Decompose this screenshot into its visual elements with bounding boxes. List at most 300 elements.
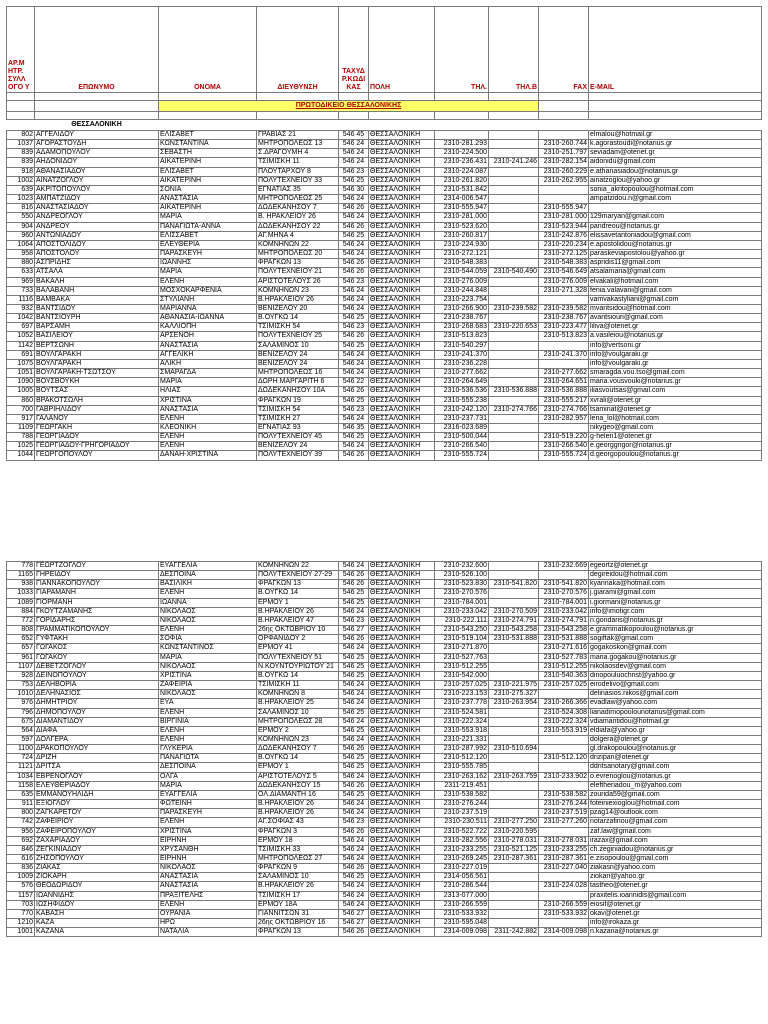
cell-city: ΘΕΣΣΑΛΟΝΙΚΗ (369, 405, 435, 414)
cell-telb (489, 433, 539, 442)
cell-tel: 2310-513.823 (435, 332, 489, 341)
cell-surname: ΒΟΥΛΓΑΡΑΚΗ (35, 350, 159, 359)
cell-address: ΜΗΤΡΟΠΟΛΕΩΣ 16 (257, 369, 339, 378)
cell-address: ΦΡΑΓΚΩΝ 13 (257, 928, 339, 937)
table-row (7, 699, 762, 708)
cell-address: 26ης ΟΚΤΩΒΡΙΟΥ 16 (257, 919, 339, 928)
cell-zip: 546 24 (339, 809, 369, 818)
cell-city: ΘΕΣΣΑΛΟΝΙΚΗ (369, 873, 435, 882)
table-row (7, 332, 762, 341)
cell-tel: 2310-230.511 (435, 818, 489, 827)
cell-name: ΝΑΤΑΛΙΑ (159, 928, 257, 937)
cell-am: 778 (7, 562, 35, 571)
cell-address: ΑΓ.ΣΟΦΙΑΣ 43 (257, 818, 339, 827)
cell-email: e.zisopoulou@gmail.com (589, 855, 762, 864)
table-row (7, 442, 762, 451)
cell-zip: 546 26 (339, 222, 369, 231)
cell-city: ΘΕΣΣΑΛΟΝΙΚΗ (369, 304, 435, 313)
cell-tel: 2310-277.662 (435, 369, 489, 378)
cell-address: ΜΗΤΡΟΠΟΛΕΩΣ 13 (257, 140, 339, 149)
cell-am: 911 (7, 800, 35, 809)
cell-name: ΣΕΒΑΣΤΗ (159, 149, 257, 158)
header-telb: ΤΗΛ.Β (489, 7, 539, 93)
registry-table-top (6, 6, 762, 461)
cell-email: j.giarami@gmail.com (589, 589, 762, 598)
cell-surname: ΔΕΛΗΒΟΡΙΑ (35, 681, 159, 690)
cell-fax: 2310-555.947 (539, 204, 589, 213)
cell-tel: 2310-544.059 (435, 268, 489, 277)
cell-fax: 2310-251.797 (539, 149, 589, 158)
table-row (7, 681, 762, 690)
cell-email: dolgera@otenet.gr (589, 735, 762, 744)
cell-address: ΠΟΛΥΤΕΧΝΕΙΟΥ 27-29 (257, 571, 339, 580)
city-row (7, 120, 762, 131)
cell-email: elvakali@hotmail.com (589, 277, 762, 286)
cell-telb (489, 653, 539, 662)
cell-address: ΒΕΝΙΖΕΛΟΥ 24 (257, 350, 339, 359)
cell-fax: 2310-523.944 (539, 222, 589, 231)
cell-surname: ΙΩΑΝΝΙΔΗΣ (35, 891, 159, 900)
cell-tel: 2310-531.842 (435, 185, 489, 194)
table-row (7, 131, 762, 140)
cell-name: ΜΟΣΧΟΚΑΡΦΕΝΙΑ (159, 286, 257, 295)
cell-name: ΑΝΑΣΤΑΣΙΑ (159, 195, 257, 204)
cell-tel: 2310-276.244 (435, 800, 489, 809)
table-row (7, 864, 762, 873)
cell-address: ΦΡΑΓΚΩΝ 9 (257, 864, 339, 873)
cell-fax: 2310-519.220 (539, 433, 589, 442)
cell-telb (489, 562, 539, 571)
table-row (7, 149, 762, 158)
cell-email: delinasios.nikos@gmail.com (589, 690, 762, 699)
cell-email: mvantsidou@hotmail.com (589, 304, 762, 313)
cell-name: ΑΝΑΣΤΑΣΙΑ (159, 405, 257, 414)
cell-email: a.vasileiou@notarius.gr (589, 332, 762, 341)
cell-tel: 2310-266.559 (435, 900, 489, 909)
cell-zip: 546 26 (339, 571, 369, 580)
cell-zip: 546 23 (339, 167, 369, 176)
cell-tel: 2310-236.228 (435, 359, 489, 368)
cell-am: 1033 (7, 589, 35, 598)
cell-am: 550 (7, 213, 35, 222)
cell-am: 958 (7, 250, 35, 259)
table-row (7, 836, 762, 845)
cell-telb: 2310-241.246 (489, 158, 539, 167)
cell-telb (489, 864, 539, 873)
table-row (7, 240, 762, 249)
cell-zip: 546 25 (339, 726, 369, 735)
table-row (7, 451, 762, 460)
cell-fax: 2310-242.876 (539, 231, 589, 240)
cell-address: ΕΓΝΑΤΙΑΣ 93 (257, 424, 339, 433)
cell-tel: 2310-542.000 (435, 671, 489, 680)
cell-surname: ΔΙΑΦΑ (35, 726, 159, 735)
cell-email: zaf.law@gmail.com (589, 827, 762, 836)
cell-fax: 2310-287.361 (539, 855, 589, 864)
cell-zip: 546 23 (339, 818, 369, 827)
cell-name: ΜΑΡΙΑ (159, 213, 257, 222)
cell-am: 836 (7, 864, 35, 873)
cell-city: ΘΕΣΣΑΛΟΝΙΚΗ (369, 323, 435, 332)
cell-zip: 546 24 (339, 644, 369, 653)
cell-city: ΘΕΣΣΑΛΟΝΙΚΗ (369, 589, 435, 598)
cell-surname: ΑΝΤΩΝΙΑΔΟΥ (35, 231, 159, 240)
cell-am: 564 (7, 726, 35, 735)
cell-city: ΘΕΣΣΑΛΟΝΙΚΗ (369, 626, 435, 635)
spacer-row (7, 93, 762, 101)
cell-am: 1010 (7, 690, 35, 699)
cell-telb: 2311-242.882 (489, 928, 539, 937)
cell-address: ΒΕΝΙΖΕΛΟΥ 24 (257, 359, 339, 368)
cell-fax: 2310-222.324 (539, 717, 589, 726)
cell-fax: 2310-257.025 (539, 681, 589, 690)
table-row (7, 195, 762, 204)
cell-address: ΜΗΤΡΟΠΟΛΕΩΣ 27 (257, 855, 339, 864)
cell-fax: 2310-276.244 (539, 800, 589, 809)
cell-tel: 2310-237.731 (435, 414, 489, 423)
cell-name: ΝΙΚΟΛΑΟΣ (159, 690, 257, 699)
cell-tel: 2310-523.830 (435, 580, 489, 589)
cell-tel: 2310-261.820 (435, 176, 489, 185)
cell-email: paraskeviapostolou@yahoo.gr (589, 250, 762, 259)
cell-zip: 546 26 (339, 204, 369, 213)
cell-tel (435, 131, 489, 140)
cell-city: ΘΕΣΣΑΛΟΝΙΚΗ (369, 295, 435, 304)
cell-surname: ΓΙΑΡΑΜΑΝΗ (35, 589, 159, 598)
cell-surname: ΑΠΟΣΤΟΛΙΔΟΥ (35, 240, 159, 249)
cell-fax: 2310-266.540 (539, 442, 589, 451)
cell-fax (539, 763, 589, 772)
cell-telb (489, 726, 539, 735)
cell-telb (489, 909, 539, 918)
cell-telb (489, 735, 539, 744)
cell-fax: 2310-512.255 (539, 662, 589, 671)
cell-address: ΦΡΑΓΚΩΝ 13 (257, 580, 339, 589)
cell-surname: ΕΛΕΥΘΕΡΙΑΔΟΥ (35, 781, 159, 790)
cell-email: gl.drakopoulou@notarius.gr (589, 745, 762, 754)
table-row (7, 277, 762, 286)
cell-surname: ΖΑΦΕΙΡΙΟΥ (35, 818, 159, 827)
cell-address: ΦΡΑΓΚΩΝ 3 (257, 827, 339, 836)
cell-zip: 546 23 (339, 323, 369, 332)
cell-am: 796 (7, 708, 35, 717)
cell-telb: 2310-536.888 (489, 387, 539, 396)
cell-fax (539, 195, 589, 204)
cell-address: ΠΟΛΥΤΕΧΝΕΙΟΥ 33 (257, 176, 339, 185)
cell-tel: 2310-512.120 (435, 754, 489, 763)
cell-email: kyannaka@hotmail.com (589, 580, 762, 589)
cell-zip: 546 24 (339, 772, 369, 781)
cell-zip: 546 25 (339, 433, 369, 442)
cell-email: elissavetantoniadou@gmail.com (589, 231, 762, 240)
table-row (7, 909, 762, 918)
cell-surname: ΒΟΥΤΣΑΣ (35, 387, 159, 396)
cell-telb: 2310-221.975 (489, 681, 539, 690)
cell-email: info@voulgaraki.gr (589, 359, 762, 368)
cell-surname: ΖΙΑΚΑΣ (35, 864, 159, 873)
cell-zip: 546 24 (339, 240, 369, 249)
cell-address: Β.ΗΡΑΚΛΕΙΟΥ 26 (257, 800, 339, 809)
cell-city: ΘΕΣΣΑΛΟΝΙΚΗ (369, 855, 435, 864)
header-fax: FAX (539, 7, 589, 93)
cell-address: ΕΓΝΑΤΙΑΣ 35 (257, 185, 339, 194)
cell-fax: 2310-233.255 (539, 845, 589, 854)
cell-name: ΧΡΙΣΤΙΝΑ (159, 671, 257, 680)
cell-fax: 2310-276.009 (539, 277, 589, 286)
cell-telb: 2310-239.582 (489, 304, 539, 313)
cell-email: maria.vousvouki@notarius.gr (589, 378, 762, 387)
cell-zip: 546 24 (339, 369, 369, 378)
cell-surname: ΑΗΔΟΝΙΔΟΥ (35, 158, 159, 167)
cell-city: ΘΕΣΣΑΛΟΝΙΚΗ (369, 149, 435, 158)
cell-name: ΑΡΣΕΝΟΗ (159, 332, 257, 341)
cell-surname: ΑΤΣΑΛΑ (35, 268, 159, 277)
table-row (7, 213, 762, 222)
cell-surname: ΔΡΙΖΗ (35, 754, 159, 763)
cell-email: xvrali@otenet.gr (589, 396, 762, 405)
cell-email: nikolaosdev@gmail.com (589, 662, 762, 671)
cell-email: ziakasn@yahoo.com (589, 864, 762, 873)
cell-email: dinopouluochrist@yahoo.gr (589, 671, 762, 680)
cell-email: aidonidu@gmail.com (589, 158, 762, 167)
cell-email: info@imotigr.com (589, 607, 762, 616)
cell-surname: ΒΟΥΣΒΟΥΚΗ (35, 378, 159, 387)
cell-fax (539, 745, 589, 754)
cell-tel: 2310-543.250 (435, 626, 489, 635)
cell-tel: 2310-286.544 (435, 882, 489, 891)
cell-email: e.apostolidou@notarius.gr (589, 240, 762, 249)
cell-tel: 2310-223.153 (435, 690, 489, 699)
cell-am: 675 (7, 717, 35, 726)
table-row (7, 845, 762, 854)
cell-am: 742 (7, 818, 35, 827)
table-row (7, 598, 762, 607)
cell-name: ΙΩΑΝΝΗΣ (159, 259, 257, 268)
cell-fax: 2310-278.031 (539, 836, 589, 845)
cell-name: ΕΛΕΥΘΕΡΙΑ (159, 240, 257, 249)
cell-city: ΘΕΣΣΑΛΟΝΙΚΗ (369, 735, 435, 744)
cell-city: ΘΕΣΣΑΛΟΝΙΚΗ (369, 259, 435, 268)
cell-fax (539, 891, 589, 900)
cell-email: o.evrenoglou@notarius.gr (589, 772, 762, 781)
cell-name: ΣΟΝΙΑ (159, 185, 257, 194)
cell-city: ΘΕΣΣΑΛΟΝΙΚΗ (369, 635, 435, 644)
cell-name: ΠΡΑΞΙΤΕΛΗΣ (159, 891, 257, 900)
cell-zip: 546 25 (339, 763, 369, 772)
cell-surname: ΑΜΠΑΤΖΙΔΟΥ (35, 195, 159, 204)
cell-zip: 546 25 (339, 341, 369, 350)
table-row (7, 424, 762, 433)
cell-telb (489, 240, 539, 249)
cell-address: ΤΣΙΜΙΣΚΗ 33 (257, 845, 339, 854)
cell-email: e.athanasiadou@notarius.gr (589, 167, 762, 176)
cell-telb: 2310-277.250 (489, 818, 539, 827)
cell-city: ΘΕΣΣΑΛΟΝΙΚΗ (369, 396, 435, 405)
cell-telb (489, 708, 539, 717)
cell-surname: ΓΡΑΜΜΑΤΙΚΟΠΟΥΛΟΥ (35, 626, 159, 635)
cell-tel: 2310-227.019 (435, 864, 489, 873)
table-row (7, 323, 762, 332)
cell-tel: 2310-224.087 (435, 167, 489, 176)
cell-email: g-helen1@otenet.gr (589, 433, 762, 442)
cell-email: degireidou@hotmail.com (589, 571, 762, 580)
cell-name: ΕΛΕΝΗ (159, 818, 257, 827)
cell-telb (489, 140, 539, 149)
cell-zip: 546 25 (339, 589, 369, 598)
cell-fax: 2314-009.098 (539, 928, 589, 937)
cell-email: lena_lol@hotmail.com (589, 414, 762, 423)
cell-telb: 2310-510.694 (489, 745, 539, 754)
cell-am: 932 (7, 304, 35, 313)
court-title: ΠΡΩΤΟΔΙΚΕΙΟ ΘΕΣΣΑΛΟΝΙΚΗΣ (159, 101, 539, 112)
cell-zip: 546 24 (339, 717, 369, 726)
cell-zip: 546 22 (339, 378, 369, 387)
table-row (7, 690, 762, 699)
cell-surname: ΓΕΩΡΤΖΟΓΛΟΥ (35, 562, 159, 571)
cell-address: ΔΩΔΕΚΑΝΗΣΟΥ 15 (257, 781, 339, 790)
cell-zip: 546 24 (339, 845, 369, 854)
cell-telb (489, 891, 539, 900)
cell-am: 1034 (7, 772, 35, 781)
cell-city: ΘΕΣΣΑΛΟΝΙΚΗ (369, 195, 435, 204)
cell-name: ΑΓΓΕΛΙΚΗ (159, 350, 257, 359)
table-row (7, 882, 762, 891)
cell-tel: 2310-533.932 (435, 909, 489, 918)
cell-zip: 546 25 (339, 790, 369, 799)
cell-telb (489, 250, 539, 259)
cell-city: ΘΕΣΣΑΛΟΝΙΚΗ (369, 369, 435, 378)
cell-zip: 546 26 (339, 928, 369, 937)
table-row (7, 754, 762, 763)
cell-tel: 2310-281.293 (435, 140, 489, 149)
cell-telb: 2310-274.766 (489, 405, 539, 414)
cell-city: ΘΕΣΣΑΛΟΝΙΚΗ (369, 671, 435, 680)
cell-tel: 2310-241.370 (435, 350, 489, 359)
cell-fax: 2310-270.576 (539, 589, 589, 598)
cell-zip: 546 24 (339, 690, 369, 699)
cell-surname: ΓΑΛΑΝΟΥ (35, 414, 159, 423)
cell-surname: ΖΕΓΚΙΝΙΑΔΟΥ (35, 845, 159, 854)
cell-am: 1064 (7, 240, 35, 249)
table-row (7, 580, 762, 589)
cell-name: ΚΩΝΣΤΑΝΤΙΝΟΣ (159, 644, 257, 653)
cell-zip: 546 24 (339, 442, 369, 451)
cell-email: zourida59@gmail.com (589, 790, 762, 799)
cell-zip: 546 25 (339, 314, 369, 323)
cell-am: 1142 (7, 341, 35, 350)
cell-telb (489, 341, 539, 350)
cell-telb (489, 717, 539, 726)
cell-city: ΘΕΣΣΑΛΟΝΙΚΗ (369, 708, 435, 717)
cell-name: ΕΥΑ (159, 699, 257, 708)
cell-tel: 2310-555.724 (435, 451, 489, 460)
cell-fax: 2310-784.001 (539, 598, 589, 607)
cell-address: ΕΡΜΟΥ 41 (257, 644, 339, 653)
cell-address: ΤΣΙΜΙΣΚΗ 54 (257, 405, 339, 414)
cell-city: ΘΕΣΣΑΛΟΝΙΚΗ (369, 158, 435, 167)
cell-telb: 2310-274.791 (489, 616, 539, 625)
cell-surname: ΔΕΛΗΝΑΣΙΟΣ (35, 690, 159, 699)
cell-name: ΝΙΚΟΛΑΟΣ (159, 607, 257, 616)
cell-telb: 2310-220.653 (489, 323, 539, 332)
cell-city: ΘΕΣΣΑΛΟΝΙΚΗ (369, 341, 435, 350)
cell-address: ΓΙΑΝΝΙΤΣΩΝ 31 (257, 909, 339, 918)
cell-zip: 546 24 (339, 359, 369, 368)
table-row (7, 790, 762, 799)
cell-tel: 2316-023.689 (435, 424, 489, 433)
cell-city: ΘΕΣΣΑΛΟΝΙΚΗ (369, 919, 435, 928)
table-row (7, 818, 762, 827)
cell-city: ΘΕΣΣΑΛΟΝΙΚΗ (369, 332, 435, 341)
cell-am: 697 (7, 323, 35, 332)
table-row (7, 772, 762, 781)
cell-email: maria.gogakou@notarius.gr (589, 653, 762, 662)
cell-city: ΘΕΣΣΑΛΟΝΙΚΗ (369, 387, 435, 396)
cell-zip: 546 26 (339, 745, 369, 754)
cell-name: ΜΑΡΙΑ (159, 268, 257, 277)
cell-city: ΘΕΣΣΑΛΟΝΙΚΗ (369, 891, 435, 900)
cell-surname: ΔΕΙΝΟΠΟΥΛΟΥ (35, 671, 159, 680)
cell-address: Β.ΗΡΑΚΛΕΙΟΥ 26 (257, 882, 339, 891)
cell-surname: ΖΑΦΕΙΡΟΠΟΥΛΟΥ (35, 827, 159, 836)
cell-tel: 2310-222.111 (435, 616, 489, 625)
cell-email: praxitelis.ioannidis@gmail.com (589, 891, 762, 900)
cell-fax: 2310-543.258 (539, 626, 589, 635)
cell-am: 657 (7, 644, 35, 653)
cell-address: Β.ΟΥΓΚΩ 14 (257, 314, 339, 323)
cell-am: 1023 (7, 195, 35, 204)
cell-name: ΚΑΛΛΙΟΠΗ (159, 323, 257, 332)
cell-tel: 2314-006.547 (435, 195, 489, 204)
cell-telb (489, 662, 539, 671)
cell-city: ΘΕΣΣΑΛΟΝΙΚΗ (369, 781, 435, 790)
cell-name: ΑΙΚΑΤΕΡΙΝΗ (159, 176, 257, 185)
table-row (7, 644, 762, 653)
cell-zip: 546 24 (339, 350, 369, 359)
cell-name: ΓΛΥΚΕΡΙΑ (159, 745, 257, 754)
cell-tel: 2310-595.048 (435, 919, 489, 928)
cell-name: ΕΛΕΝΗ (159, 433, 257, 442)
cell-surname: ΑΘΑΝΑΣΙΑΔΟΥ (35, 167, 159, 176)
cell-am: 770 (7, 909, 35, 918)
cell-name: ΧΡΙΣΤΙΝΑ (159, 396, 257, 405)
cell-fax (539, 341, 589, 350)
cell-city: ΘΕΣΣΑΛΟΝΙΚΗ (369, 442, 435, 451)
cell-tel: 2310-271.870 (435, 644, 489, 653)
cell-tel: 2311-219.451 (435, 781, 489, 790)
table-row (7, 295, 762, 304)
cell-zip: 546 24 (339, 735, 369, 744)
cell-address: ΑΡΙΣΤΟΤΕΛΟΥΣ 26 (257, 277, 339, 286)
table-row (7, 919, 762, 928)
cell-city: ΘΕΣΣΑΛΟΝΙΚΗ (369, 176, 435, 185)
cell-zip: 546 24 (339, 304, 369, 313)
cell-name: ΧΡΙΣΤΙΝΑ (159, 827, 257, 836)
table-row (7, 350, 762, 359)
cell-name: ΕΛΕΝΗ (159, 735, 257, 744)
cell-telb (489, 213, 539, 222)
cell-address: ΠΟΛΥΤΕΧΝΕΙΟΥ 21 (257, 268, 339, 277)
cell-am: 724 (7, 754, 35, 763)
table-row (7, 250, 762, 259)
cell-am: 1210 (7, 919, 35, 928)
cell-city: ΘΕΣΣΑΛΟΝΙΚΗ (369, 140, 435, 149)
cell-city: ΘΕΣΣΑΛΟΝΙΚΗ (369, 571, 435, 580)
cell-surname: ΑΝΔΡΕΟΥ (35, 222, 159, 231)
cell-fax: 2310-555.217 (539, 396, 589, 405)
cell-telb (489, 800, 539, 809)
cell-address: ΤΣΙΜΙΣΚΗ 11 (257, 158, 339, 167)
